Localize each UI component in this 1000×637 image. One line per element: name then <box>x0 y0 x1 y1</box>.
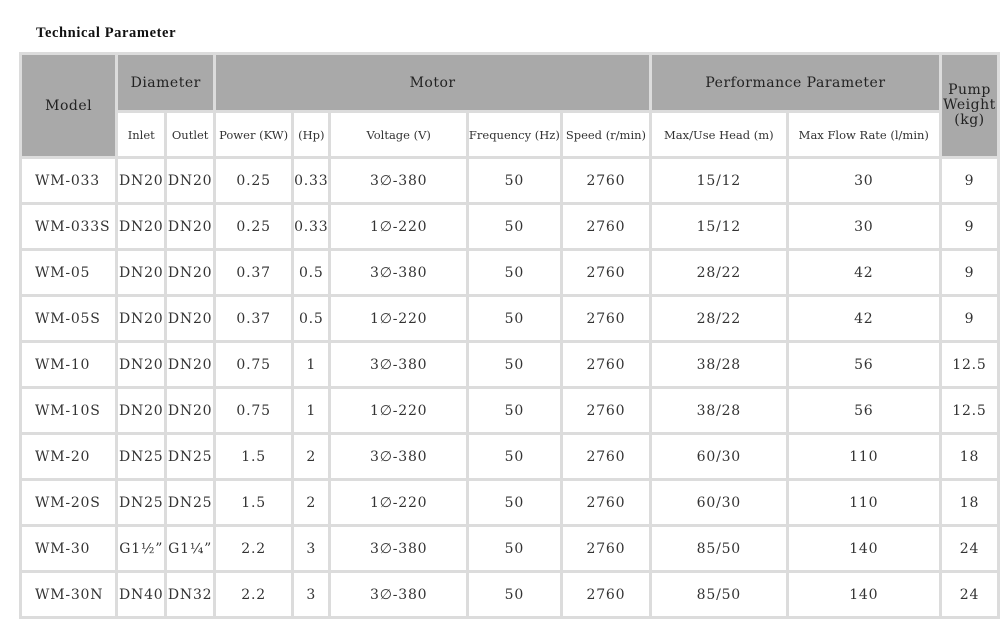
model-cell: WM-033 <box>22 159 115 202</box>
outlet-cell: DN20 <box>167 251 213 294</box>
weight-cell: 18 <box>942 481 997 524</box>
table-row <box>22 297 997 340</box>
power-cell: 0.25 <box>216 205 291 248</box>
head-cell: 38/28 <box>652 343 786 386</box>
flow-cell: 56 <box>789 389 939 432</box>
voltage-cell: 3∅-380 <box>331 343 465 386</box>
speed-cell: 2760 <box>563 159 649 202</box>
flow-cell: 110 <box>789 481 939 524</box>
table-row <box>22 251 997 294</box>
voltage-cell: 1∅-220 <box>331 297 465 340</box>
power-cell: 2.2 <box>216 527 291 570</box>
head-cell: 85/50 <box>652 573 786 616</box>
header-performance-label: Performance Parameter <box>705 74 886 91</box>
header-voltage <box>331 113 465 156</box>
frequency-cell: 50 <box>469 481 560 524</box>
speed-cell: 2760 <box>563 527 649 570</box>
header-voltage-label: Voltage (V) <box>366 127 431 142</box>
header-frequency-label: Frequency (Hz) <box>468 127 560 142</box>
header-head <box>652 113 786 156</box>
weight-cell: 12.5 <box>942 343 997 386</box>
hp-cell: 2 <box>294 481 328 524</box>
header-outlet: Outlet <box>167 113 213 156</box>
header-power <box>216 113 291 156</box>
flow-cell: 110 <box>789 435 939 478</box>
power-cell: 0.25 <box>216 159 291 202</box>
voltage-cell: 3∅-380 <box>331 159 465 202</box>
outlet-cell: DN32 <box>167 573 213 616</box>
speed-cell: 2760 <box>563 481 649 524</box>
header-weight-label: Pump Weight (kg) <box>943 82 996 128</box>
frequency-cell: 50 <box>469 251 560 294</box>
weight-cell: 9 <box>942 297 997 340</box>
power-cell: 0.75 <box>216 389 291 432</box>
table-row <box>22 159 997 202</box>
header-flow <box>789 113 939 156</box>
inlet-cell: G1½” <box>118 527 164 570</box>
inlet-cell: DN20 <box>118 205 164 248</box>
header-performance <box>652 55 939 110</box>
power-cell: 0.37 <box>216 251 291 294</box>
hp-cell: 0.5 <box>294 297 328 340</box>
model-cell: WM-30N <box>22 573 115 616</box>
header-frequency <box>469 113 560 156</box>
model-cell: WM-30 <box>22 527 115 570</box>
power-cell: 1.5 <box>216 435 291 478</box>
speed-cell: 2760 <box>563 389 649 432</box>
frequency-cell: 50 <box>469 527 560 570</box>
header-motor: Motor <box>216 55 649 110</box>
hp-cell: 1 <box>294 343 328 386</box>
header-model: Model <box>22 55 115 156</box>
frequency-cell: 50 <box>469 159 560 202</box>
header-weight <box>942 55 997 156</box>
head-cell: 28/22 <box>652 297 786 340</box>
outlet-cell: G1¼” <box>167 527 213 570</box>
speed-cell: 2760 <box>563 435 649 478</box>
technical-parameter-table <box>19 52 1000 619</box>
outlet-cell: DN25 <box>167 435 213 478</box>
speed-cell: 2760 <box>563 297 649 340</box>
voltage-cell: 3∅-380 <box>331 251 465 294</box>
header-speed <box>563 113 649 156</box>
outlet-cell: DN20 <box>167 389 213 432</box>
inlet-cell: DN20 <box>118 251 164 294</box>
voltage-cell: 1∅-220 <box>331 481 465 524</box>
outlet-cell: DN20 <box>167 159 213 202</box>
voltage-cell: 3∅-380 <box>331 435 465 478</box>
frequency-cell: 50 <box>469 389 560 432</box>
hp-cell: 3 <box>294 573 328 616</box>
head-cell: 60/30 <box>652 481 786 524</box>
header-head-label: Max/Use Head (m) <box>664 127 774 142</box>
flow-cell: 30 <box>789 159 939 202</box>
weight-cell: 9 <box>942 251 997 294</box>
header-diameter: Diameter <box>118 55 213 110</box>
flow-cell: 42 <box>789 251 939 294</box>
outlet-cell: DN20 <box>167 343 213 386</box>
flow-cell: 140 <box>789 527 939 570</box>
model-cell: WM-10S <box>22 389 115 432</box>
weight-cell: 18 <box>942 435 997 478</box>
outlet-cell: DN25 <box>167 481 213 524</box>
hp-cell: 3 <box>294 527 328 570</box>
head-cell: 38/28 <box>652 389 786 432</box>
power-cell: 0.37 <box>216 297 291 340</box>
model-cell: WM-033S <box>22 205 115 248</box>
hp-cell: 0.33 <box>294 205 328 248</box>
head-cell: 28/22 <box>652 251 786 294</box>
header-hp: (Hp) <box>294 113 328 156</box>
inlet-cell: DN20 <box>118 297 164 340</box>
frequency-cell: 50 <box>469 297 560 340</box>
model-cell: WM-10 <box>22 343 115 386</box>
inlet-cell: DN20 <box>118 159 164 202</box>
head-cell: 15/12 <box>652 205 786 248</box>
header-flow-label: Max Flow Rate (l/min) <box>798 127 929 142</box>
flow-cell: 56 <box>789 343 939 386</box>
header-inlet: Inlet <box>118 113 164 156</box>
hp-cell: 1 <box>294 389 328 432</box>
table-row <box>22 481 997 524</box>
flow-cell: 140 <box>789 573 939 616</box>
frequency-cell: 50 <box>469 435 560 478</box>
frequency-cell: 50 <box>469 343 560 386</box>
weight-cell: 24 <box>942 573 997 616</box>
inlet-cell: DN40 <box>118 573 164 616</box>
hp-cell: 2 <box>294 435 328 478</box>
model-cell: WM-20 <box>22 435 115 478</box>
voltage-cell: 3∅-380 <box>331 573 465 616</box>
weight-cell: 12.5 <box>942 389 997 432</box>
inlet-cell: DN20 <box>118 389 164 432</box>
header-power-label: Power (KW) <box>219 127 289 142</box>
speed-cell: 2760 <box>563 343 649 386</box>
header-speed-label: Speed (r/min) <box>565 127 647 142</box>
speed-cell: 2760 <box>563 205 649 248</box>
head-cell: 15/12 <box>652 159 786 202</box>
table-row <box>22 573 997 616</box>
speed-cell: 2760 <box>563 573 649 616</box>
voltage-cell: 1∅-220 <box>331 389 465 432</box>
power-cell: 2.2 <box>216 573 291 616</box>
weight-cell: 9 <box>942 159 997 202</box>
weight-cell: 9 <box>942 205 997 248</box>
table-row <box>22 527 997 570</box>
frequency-cell: 50 <box>469 573 560 616</box>
hp-cell: 0.5 <box>294 251 328 294</box>
table-row <box>22 389 997 432</box>
voltage-cell: 1∅-220 <box>331 205 465 248</box>
table-row <box>22 205 997 248</box>
outlet-cell: DN20 <box>167 205 213 248</box>
model-cell: WM-20S <box>22 481 115 524</box>
outlet-cell: DN20 <box>167 297 213 340</box>
power-cell: 1.5 <box>216 481 291 524</box>
voltage-cell: 3∅-380 <box>331 527 465 570</box>
model-cell: WM-05S <box>22 297 115 340</box>
head-cell: 85/50 <box>652 527 786 570</box>
power-cell: 0.75 <box>216 343 291 386</box>
model-cell: WM-05 <box>22 251 115 294</box>
head-cell: 60/30 <box>652 435 786 478</box>
frequency-cell: 50 <box>469 205 560 248</box>
inlet-cell: DN25 <box>118 435 164 478</box>
table-row <box>22 343 997 386</box>
inlet-cell: DN25 <box>118 481 164 524</box>
table-row <box>22 435 997 478</box>
hp-cell: 0.33 <box>294 159 328 202</box>
section-title: Technical Parameter <box>36 25 177 41</box>
flow-cell: 30 <box>789 205 939 248</box>
inlet-cell: DN20 <box>118 343 164 386</box>
speed-cell: 2760 <box>563 251 649 294</box>
flow-cell: 42 <box>789 297 939 340</box>
weight-cell: 24 <box>942 527 997 570</box>
